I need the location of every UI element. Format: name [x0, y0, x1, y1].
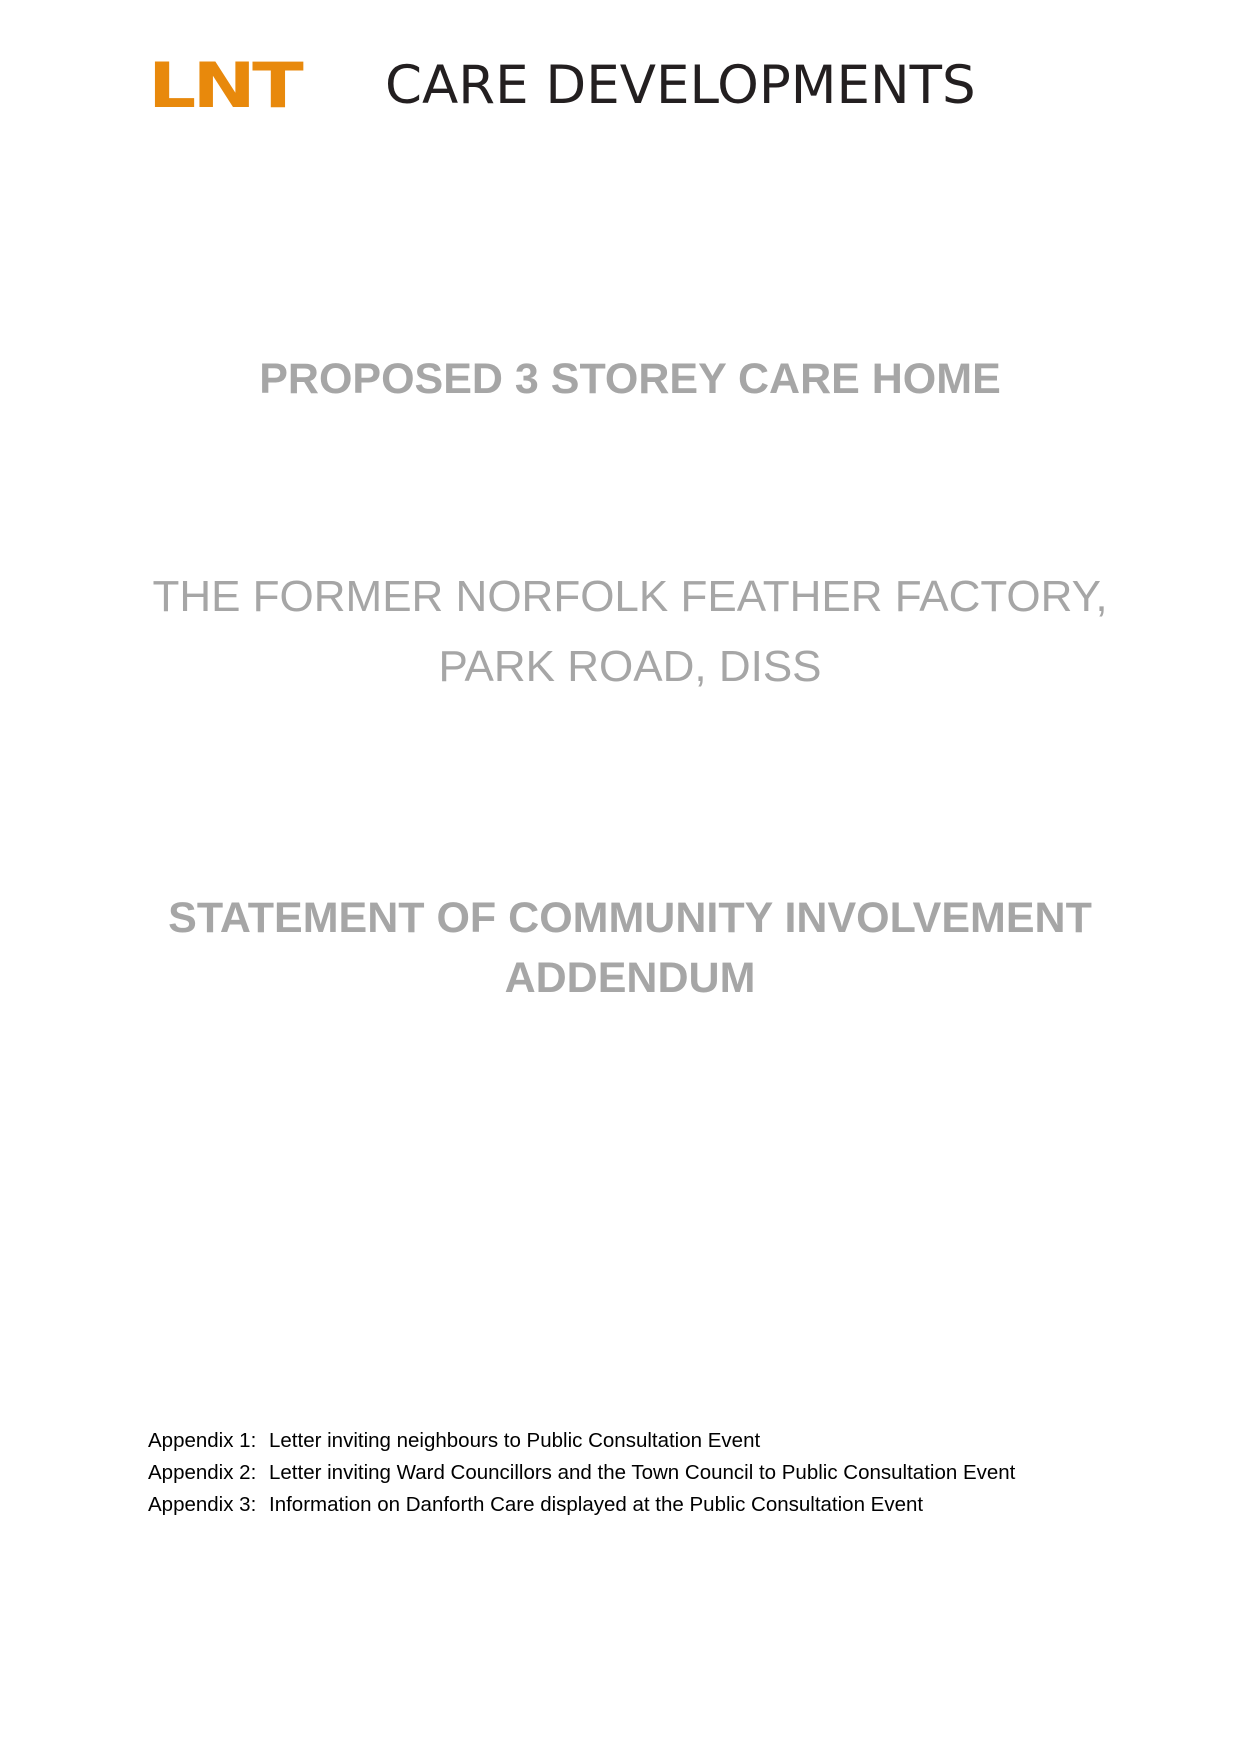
appendix-text: Information on Danforth Care displayed at the Public Consultation Event — [269, 1493, 924, 1516]
appendix-text: Letter inviting neighbours to Public Consultation Event — [269, 1429, 761, 1452]
logo-text: CARE DEVELOPMENTS — [385, 55, 976, 116]
site-address-line-2: PARK ROAD, DISS — [438, 642, 822, 691]
appendix-list — [148, 1425, 1015, 1521]
company-logo — [148, 49, 976, 122]
appendix-label: Appendix 2: — [148, 1461, 257, 1484]
statement-heading-line-2: ADDENDUM — [504, 954, 756, 1002]
appendix-text: Letter inviting Ward Councillors and the Town Council to Public Consultation Event — [269, 1461, 1016, 1484]
site-address-line-1: THE FORMER NORFOLK FEATHER FACTORY, — [152, 572, 1108, 621]
statement-heading-line-1: STATEMENT OF COMMUNITY INVOLVEMENT — [168, 894, 1092, 942]
statement-heading — [0, 888, 1241, 1008]
appendix-item — [148, 1489, 1015, 1521]
site-address — [0, 562, 1241, 702]
document-title: PROPOSED 3 STOREY CARE HOME — [259, 355, 1001, 403]
appendix-item — [148, 1425, 1015, 1457]
appendix-label: Appendix 1: — [148, 1429, 257, 1452]
appendix-label: Appendix 3: — [148, 1493, 257, 1516]
logo-mark: LNT — [148, 49, 301, 122]
appendix-item — [148, 1457, 1015, 1489]
